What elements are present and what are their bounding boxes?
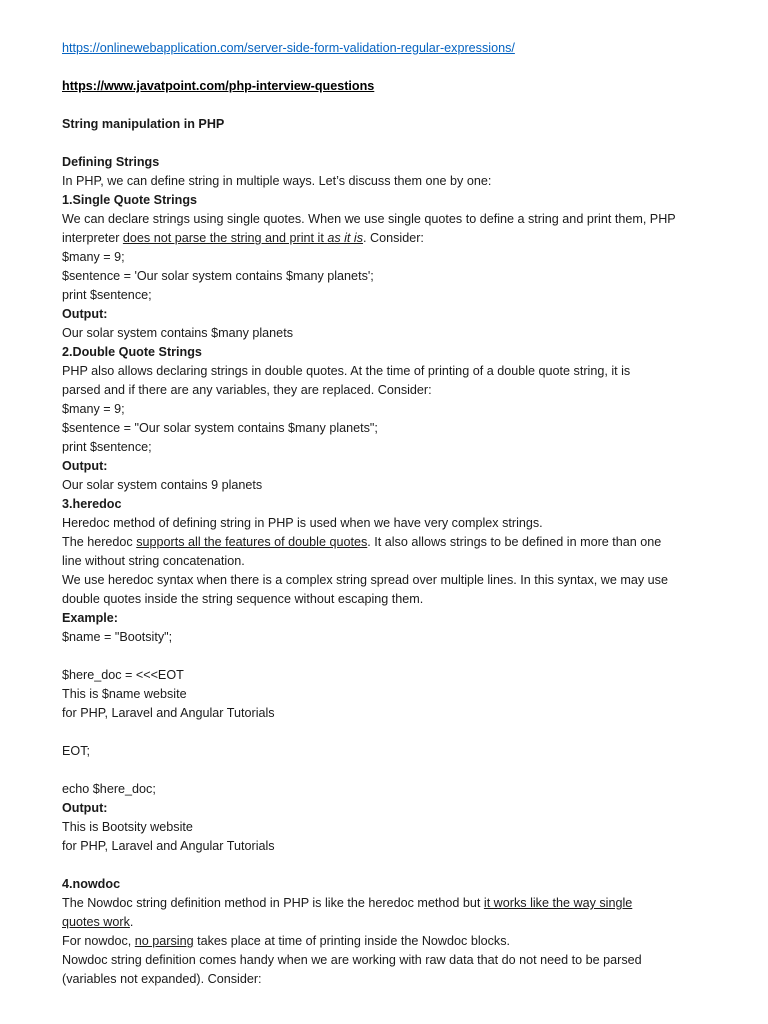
paragraph-text: PHP also allows declaring strings in double quotes. At the time of printing of a double quote string, it is xyxy=(62,364,631,378)
output-label: Output: xyxy=(62,307,108,321)
paragraph-text: line without string concatenation. xyxy=(62,554,245,568)
code-line: $many = 9; xyxy=(62,402,125,416)
underlined-italic-text: as it is xyxy=(327,231,364,245)
text-run: . xyxy=(129,915,134,929)
code-line: $here_doc = <<<EOT xyxy=(62,668,184,682)
section-title: String manipulation in PHP xyxy=(62,117,225,131)
code-line: This is $name website xyxy=(62,687,187,701)
text-run: . It also allows strings to be defined in more than one xyxy=(367,535,662,549)
code-line: $sentence = 'Our solar system contains $many planets'; xyxy=(62,269,374,283)
paragraph-text: We use heredoc syntax when there is a complex string spread over multiple lines. In this syntax, we may use xyxy=(62,573,668,587)
paragraph-text xyxy=(62,894,728,913)
code-line: $name = "Bootsity"; xyxy=(62,630,173,644)
paragraph-text: (variables not expanded). Consider: xyxy=(62,972,262,986)
example-label: Example: xyxy=(62,611,118,625)
output-text: Our solar system contains $many planets xyxy=(62,326,293,340)
text-run: . Consider: xyxy=(363,231,424,245)
link-javatpoint[interactable]: https://www.javatpoint.com/php-interview-questions xyxy=(62,79,375,93)
output-label: Output: xyxy=(62,801,108,815)
paragraph-text: Heredoc method of defining string in PHP is used when we have very complex strings. xyxy=(62,516,543,530)
link-onlinewebapplication[interactable]: https://onlinewebapplication.com/server-side-form-validation-regular-expressions/ xyxy=(62,41,515,55)
underlined-text: supports all the features of double quotes xyxy=(136,535,368,549)
code-line: EOT; xyxy=(62,744,90,758)
paragraph-text: Nowdoc string definition comes handy when we are working with raw data that do not need to be parsed xyxy=(62,953,642,967)
underlined-text: it works like the way single xyxy=(483,896,633,910)
paragraph-text: parsed and if there are any variables, they are replaced. Consider: xyxy=(62,383,432,397)
paragraph-text: In PHP, we can define string in multiple ways. Let’s discuss them one by one: xyxy=(62,174,492,188)
paragraph-text: We can declare strings using single quotes. When we use single quotes to define a string and print them, PHP xyxy=(62,212,676,226)
heading-double-quote: 2.Double Quote Strings xyxy=(62,345,202,359)
paragraph-text xyxy=(62,913,728,932)
paragraph-text xyxy=(62,932,728,951)
heading-defining-strings: Defining Strings xyxy=(62,155,160,169)
text-run: For nowdoc, xyxy=(62,934,135,948)
output-text: This is Bootsity website xyxy=(62,820,193,834)
code-line: for PHP, Laravel and Angular Tutorials xyxy=(62,706,275,720)
paragraph-text xyxy=(62,533,728,552)
output-label: Output: xyxy=(62,459,108,473)
heading-nowdoc: 4.nowdoc xyxy=(62,877,121,891)
code-line: print $sentence; xyxy=(62,440,152,454)
text-run: interpreter xyxy=(62,231,123,245)
underlined-text: quotes work xyxy=(62,915,130,929)
code-line: $many = 9; xyxy=(62,250,125,264)
code-line: $sentence = "Our solar system contains $many planets"; xyxy=(62,421,378,435)
code-line: echo $here_doc; xyxy=(62,782,156,796)
heading-single-quote: 1.Single Quote Strings xyxy=(62,193,198,207)
output-text: Our solar system contains 9 planets xyxy=(62,478,263,492)
paragraph-text xyxy=(62,229,728,248)
code-line: print $sentence; xyxy=(62,288,152,302)
underlined-text: no parsing xyxy=(134,934,194,948)
heading-heredoc: 3.heredoc xyxy=(62,497,122,511)
text-run: The Nowdoc string definition method in PHP is like the heredoc method but xyxy=(62,896,484,910)
text-run: takes place at time of printing inside the Nowdoc blocks. xyxy=(193,934,511,948)
underlined-text: does not parse the string and print it xyxy=(122,231,328,245)
output-text: for PHP, Laravel and Angular Tutorials xyxy=(62,839,275,853)
paragraph-text: double quotes inside the string sequence without escaping them. xyxy=(62,592,424,606)
text-run: The heredoc xyxy=(62,535,137,549)
